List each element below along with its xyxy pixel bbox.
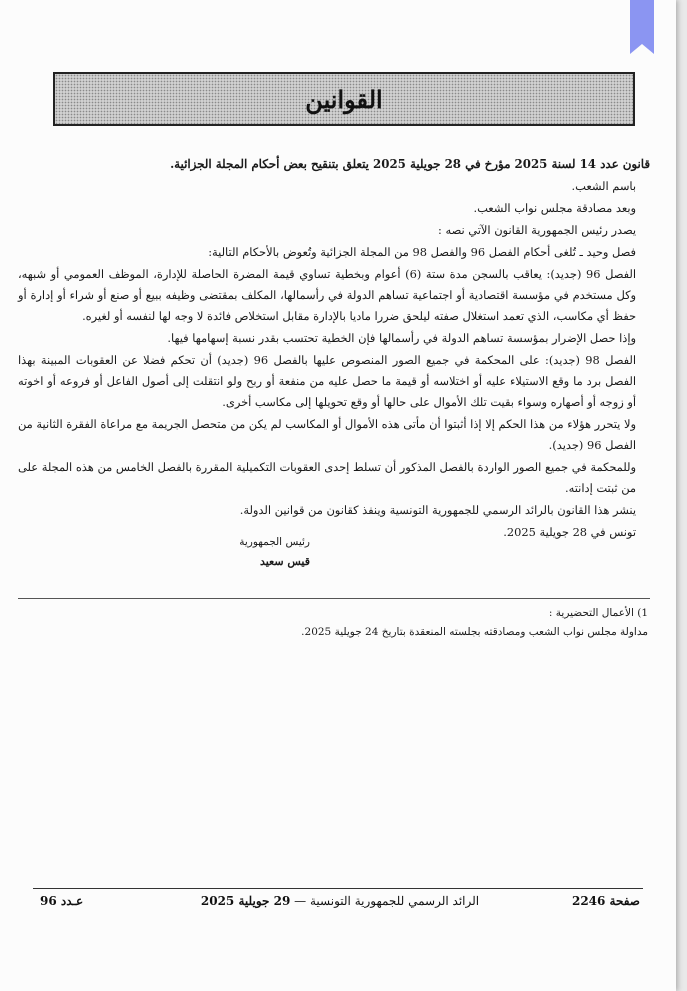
paragraph-promulgation: يصدر رئيس الجمهورية القانون الآتي نصه : xyxy=(438,223,636,237)
paragraph-article-96: الفصل 96 (جديد): يعاقب بالسجن مدة ستة (6) أعوام وبخطية تساوي قيمة المضرة الحاصلة للإدارة، الموظف العمومي أو شبهه، وكل مستخدم في مؤسسة اقتصادية أو اجتماعية تساهم الدولة في رأسمالها، المكلف بمقتضى وظيفه ببيع أو صنع أو شراء أو إدارة أو حفظ أي مكاسب، الذي تعمد استغلال صفته ليلحق ضررا ماديا بالإدارة مقابل استخلاص فائدة لا وجه لها لنفسه أو لغيره. xyxy=(18,267,636,323)
issue-number: عـدد 96 xyxy=(40,894,84,908)
page-number: صفحة 2246 xyxy=(571,894,640,908)
paragraph-article-98-exemption: ولا يتحرر هؤلاء من هذا الحكم إلا إذا أثبتوا أن مأتى هذه الأموال أو المكاسب لم يكن من متحصل الجريمة مع مراعاة الفقرة الثانية من الفصل 96 (جديد). xyxy=(18,417,636,452)
paragraph-date: تونس في 28 جويلية 2025. xyxy=(503,525,636,539)
paragraph-preamble: باسم الشعب. xyxy=(571,179,636,193)
paragraph-publication: ينشر هذا القانون بالرائد الرسمي للجمهورية التونسية وينفذ كقانون من قوانين الدولة. xyxy=(239,503,636,517)
page-footer xyxy=(40,894,640,914)
journal-date: 29 جويلية 2025 xyxy=(200,894,291,908)
paragraph-sole-article: فصل وحيد ـ تُلغى أحكام الفصل 96 والفصل 98 من المجلة الجزائية وتُعوض بالأحكام التالية: xyxy=(208,245,636,259)
law-heading: قانون عدد 14 لسنة 2025 مؤرخ في 28 جويلية 2025 يتعلق بتنقيح بعض أحكام المجلة الجزائية. xyxy=(170,157,650,171)
footnote-label: 1) الأعمال التحضيرية : xyxy=(548,607,648,619)
journal-name: الرائد الرسمي للجمهورية التونسية — xyxy=(294,894,480,908)
paragraph-article-98: الفصل 98 (جديد): على المحكمة في جميع الصور المنصوص عليها بالفصل 96 (جديد) أن تحكم فضلا عن العقوبات المبينة بهذا الفصل برد ما وقع الاستيلاء عليه أو اختلاسه أو قيمة ما حصل عليه من منفعة أو ربح ولو انتقلت إلى أصول الفاعل أو فروعه أو اخوته أو زوجه أو أصهاره وسواء بقيت تلك الأموال على حالها أو وقع تحويلها إلى مكاسب أخرى. xyxy=(18,353,636,409)
footnote-divider xyxy=(18,598,650,599)
section-title: القوانين xyxy=(305,84,383,114)
paragraph-article-96-fine: وإذا حصل الإضرار بمؤسسة تساهم الدولة في رأسمالها فإن الخطية تحتسب بقدر نسبة إسهامها فيها. xyxy=(167,331,636,345)
paragraph-article-98-penalties: وللمحكمة في جميع الصور الواردة بالفصل المذكور أن تسلط إحدى العقوبات التكميلية المقررة بالفصل الخامس من هذه المجلة على من ثبتت إدانته. xyxy=(18,460,636,495)
footnote-text: مداولة مجلس نواب الشعب ومصادقته بجلسته المنعقدة بتاريخ 24 جويلية 2025. xyxy=(301,626,648,638)
signature-block xyxy=(230,533,310,571)
footnote xyxy=(18,604,648,642)
footer-journal xyxy=(40,894,640,908)
bookmark-icon[interactable] xyxy=(630,0,654,54)
law-body xyxy=(18,154,650,544)
section-title-box xyxy=(53,72,635,126)
signature-name: قيس سعيد xyxy=(259,555,310,568)
signature-role: رئيس الجمهورية xyxy=(239,536,310,548)
paragraph-approval: وبعد مصادقة مجلس نواب الشعب. xyxy=(473,201,636,215)
footer-divider xyxy=(33,888,643,889)
